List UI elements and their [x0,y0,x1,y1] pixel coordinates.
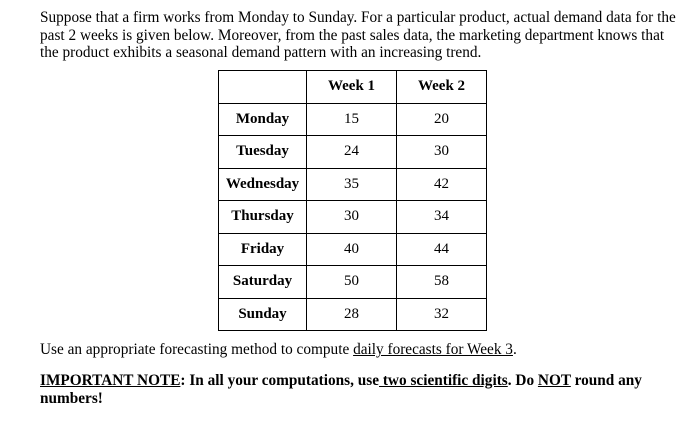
week1-value: 35 [307,168,397,201]
week1-value: 24 [307,136,397,169]
day-label: Wednesday [219,168,307,201]
table-row [219,233,487,266]
important-note [40,372,680,408]
week1-value: 40 [307,233,397,266]
note-not: NOT [537,372,571,389]
week2-value: 42 [397,168,487,201]
table-row [219,168,487,201]
day-label: Friday [219,233,307,266]
table-row [219,201,487,234]
table-header-row [219,71,487,104]
week1-value: 30 [307,201,397,234]
note-label: IMPORTANT NOTE [40,372,181,389]
header-week-1: Week 1 [307,71,397,104]
week1-value: 50 [307,266,397,299]
note-text-1: : In all your computations, use [180,372,380,389]
note-digits: two scientific digits [379,372,508,389]
week1-value: 28 [307,298,397,331]
table-row [219,266,487,299]
table-row [219,298,487,331]
week2-value: 58 [397,266,487,299]
week2-value: 32 [397,298,487,331]
day-label: Tuesday [219,136,307,169]
instruction-text [40,341,517,359]
problem-statement: Suppose that a firm works from Monday to Sunday. For a particular product, actual demand data for the past 2 weeks is given below. Moreover, from the past sales data, the marketing department knows that the product exhibits a seasonal demand pattern with an increasing trend. [40,9,676,61]
instruction-suffix: . [512,341,517,358]
note-text-3: round any numbers! [40,372,642,407]
table-corner-cell [219,71,307,104]
table-row [219,136,487,169]
note-text-2: . Do [507,372,538,389]
instruction-emphasis: daily forecasts for Week 3 [353,341,513,358]
week2-value: 44 [397,233,487,266]
header-week-2: Week 2 [397,71,487,104]
day-label: Thursday [219,201,307,234]
day-label: Sunday [219,298,307,331]
day-label: Saturday [219,266,307,299]
week2-value: 20 [397,103,487,136]
day-label: Monday [219,103,307,136]
demand-table [218,70,487,331]
week1-value: 15 [307,103,397,136]
instruction-prefix: Use an appropriate forecasting method to compute [40,341,354,358]
table-row [219,103,487,136]
week2-value: 30 [397,136,487,169]
week2-value: 34 [397,201,487,234]
